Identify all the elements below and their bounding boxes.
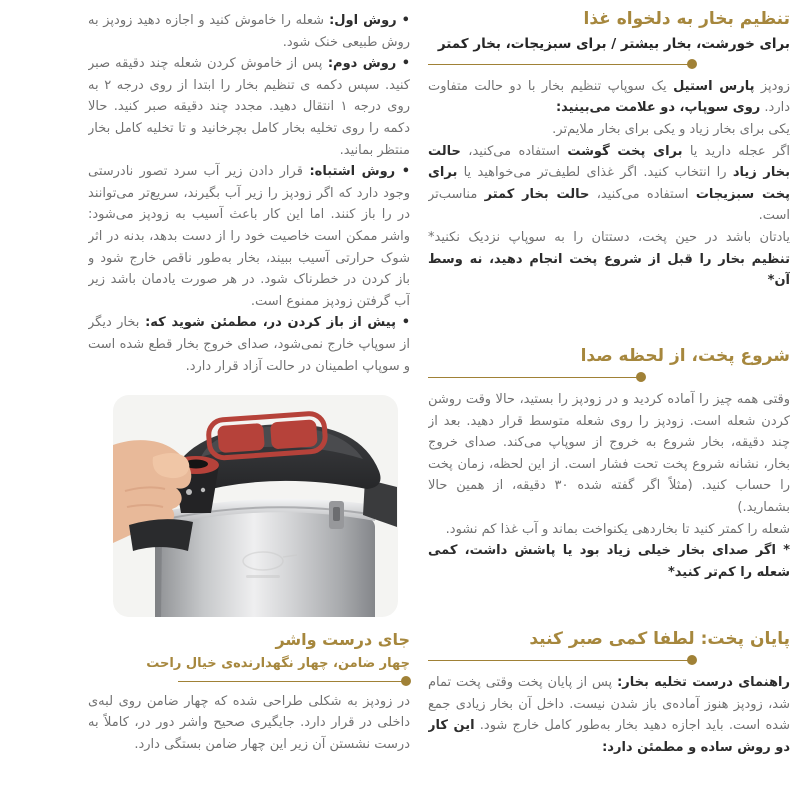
gold-divider-rule <box>428 377 645 378</box>
cooker-illustration <box>113 395 398 617</box>
section-steam-adjust <box>428 8 790 345</box>
paragraph: شعله را کمتر کنید تا بخاردهی یکنواخت بماند و آب غذا کم نشود. <box>445 521 790 537</box>
paragraph: در زودپز به شکلی طراحی شده که چهار ضامن روی لبه‌ی داخلی در قرار دارد. جایگیری صحیح واشر دور در، کاملاً به درست نشستن آن زیر این چهار ضامن بستگی دارد. <box>88 693 410 752</box>
paragraph: وقتی همه چیز را آماده کردید و در زودپز را بستید، حالا وقت روشن کردن شعله است. زودپز را روی شعله متوسط قرار دهید. بعد از چند دقیقه، بخار شروع به خروج از سوپاپ می‌کند. صدای خروج بخار، نشانه شروع پخت تحت فشار است. از این لحظه، زمان پخت را حساب کنید. (مثلاً اگر گفته شده ۳۰ دقیقه، از همین حالا بشمارید.) <box>428 391 790 515</box>
gold-divider-rule <box>428 64 696 65</box>
section-subtitle: برای خورشت، بخار بیشتر / برای سبزیجات، بخار کمتر <box>437 35 790 52</box>
list-item: • پیش از باز کردن در، مطمئن شوید که: بخار دیگر از سوپاپ خارج نمی‌شود، صدای خروج بخار قطع شده است و سوپاپ اطمینان در حالت آزاد قرار دارد. <box>88 315 410 374</box>
paragraph: یکی برای بخار زیاد و یکی برای بخار ملایم‌تر. <box>552 122 790 138</box>
gold-divider-rule <box>178 681 410 682</box>
paragraph: زودپز پارس استیل یک سوپاپ تنظیم بخار با دو حالت متفاوت دارد. روی سوپاپ، دو علامت می‌بینید: <box>428 78 790 116</box>
section-title: جای درست واشر <box>275 630 410 649</box>
cooker-photo <box>113 395 398 617</box>
paragraph: * اگر صدای بخار خیلی زیاد بود یا پاشش داشت، کمی شعله را کم‌تر کنید* <box>428 543 790 580</box>
section-title: شروع پخت، از لحظه صدا <box>580 346 790 366</box>
lid-clasp <box>329 501 344 529</box>
side-handle-left <box>129 519 193 551</box>
section-cooking-end <box>428 628 790 758</box>
release-methods-list <box>88 10 410 393</box>
section-title: تنظیم بخار به دلخواه غذا <box>583 9 790 29</box>
gold-divider-rule <box>428 660 696 661</box>
list-item: • روش دوم: پس از خاموش کردن شعله چند دقیقه صبر کنید. سپس دکمه ی تنظیم بخار را ابتدا از روی درجه ۲ به روی درجه ۱ انتقال دهید. مجدد چند دقیقه صبر کنید. حالا دکمه را روی تخلیه بخار کامل بچرخانید و تا تخلیه کامل بخار منتظر بمانید. <box>88 56 410 158</box>
column-right <box>428 8 790 758</box>
paragraph: راهنمای درست تخلیه بخار: پس از پایان پخت وقتی پخت تمام شد، زودپز هنوز آماده‌ی باز شدن نیست. داخل آن بخار زیادی جمع شده است. باید اجازه دهید بخار به‌طور کامل خارج شود. این کار دو روش ساده و مطمئن دارد: <box>428 674 790 755</box>
section-cooking-start <box>428 345 790 628</box>
column-left <box>88 10 410 756</box>
section-title: پایان پخت: لطفا کمی صبر کنید <box>529 629 790 649</box>
section-subtitle: چهار ضامن، چهار نگهدارنده‌ی خیال راحت <box>146 655 410 671</box>
list-item: • روش اشتباه: قرار دادن زیر آب سرد تصور نادرستی وجود دارد که اگر زودپز را زیر آب بگیرند، سریع‌تر می‌توانند در را باز کنند. اما این کار باعث آسیب به زودپز می‌شود: واشر ممکن است خاصیت خود را از دست بدهد، بدنه در اثر شوک حرارتی آسیب ببیند، بخار به‌طور ناقص خارج شود و باز کردن در خطرناک شود. در هر صورت یادمان باشد زیر آب گرفتن زودپز ممنوع است. <box>88 164 410 309</box>
paragraph: اگر عجله دارید یا برای پخت گوشت استفاده می‌کنید، حالت بخار زیاد را انتخاب کنید. اگر غذای لطیف‌تر می‌خواهید یا برای پخت سبزیجات استفاده می‌کنید، حالت بخار کمتر مناسب‌تر است. <box>428 143 790 224</box>
list-item: • روش اول: شعله را خاموش کنید و اجازه دهید زودپز به روش طبیعی خنک شود. <box>88 13 410 50</box>
section-gasket <box>88 629 410 756</box>
paragraph: یادتان باشد در حین پخت، دستتان را به سوپاپ نزدیک نکنید* تنظیم بخار را قبل از شروع پخت انجام دهید، نه وسط آن* <box>428 230 790 289</box>
